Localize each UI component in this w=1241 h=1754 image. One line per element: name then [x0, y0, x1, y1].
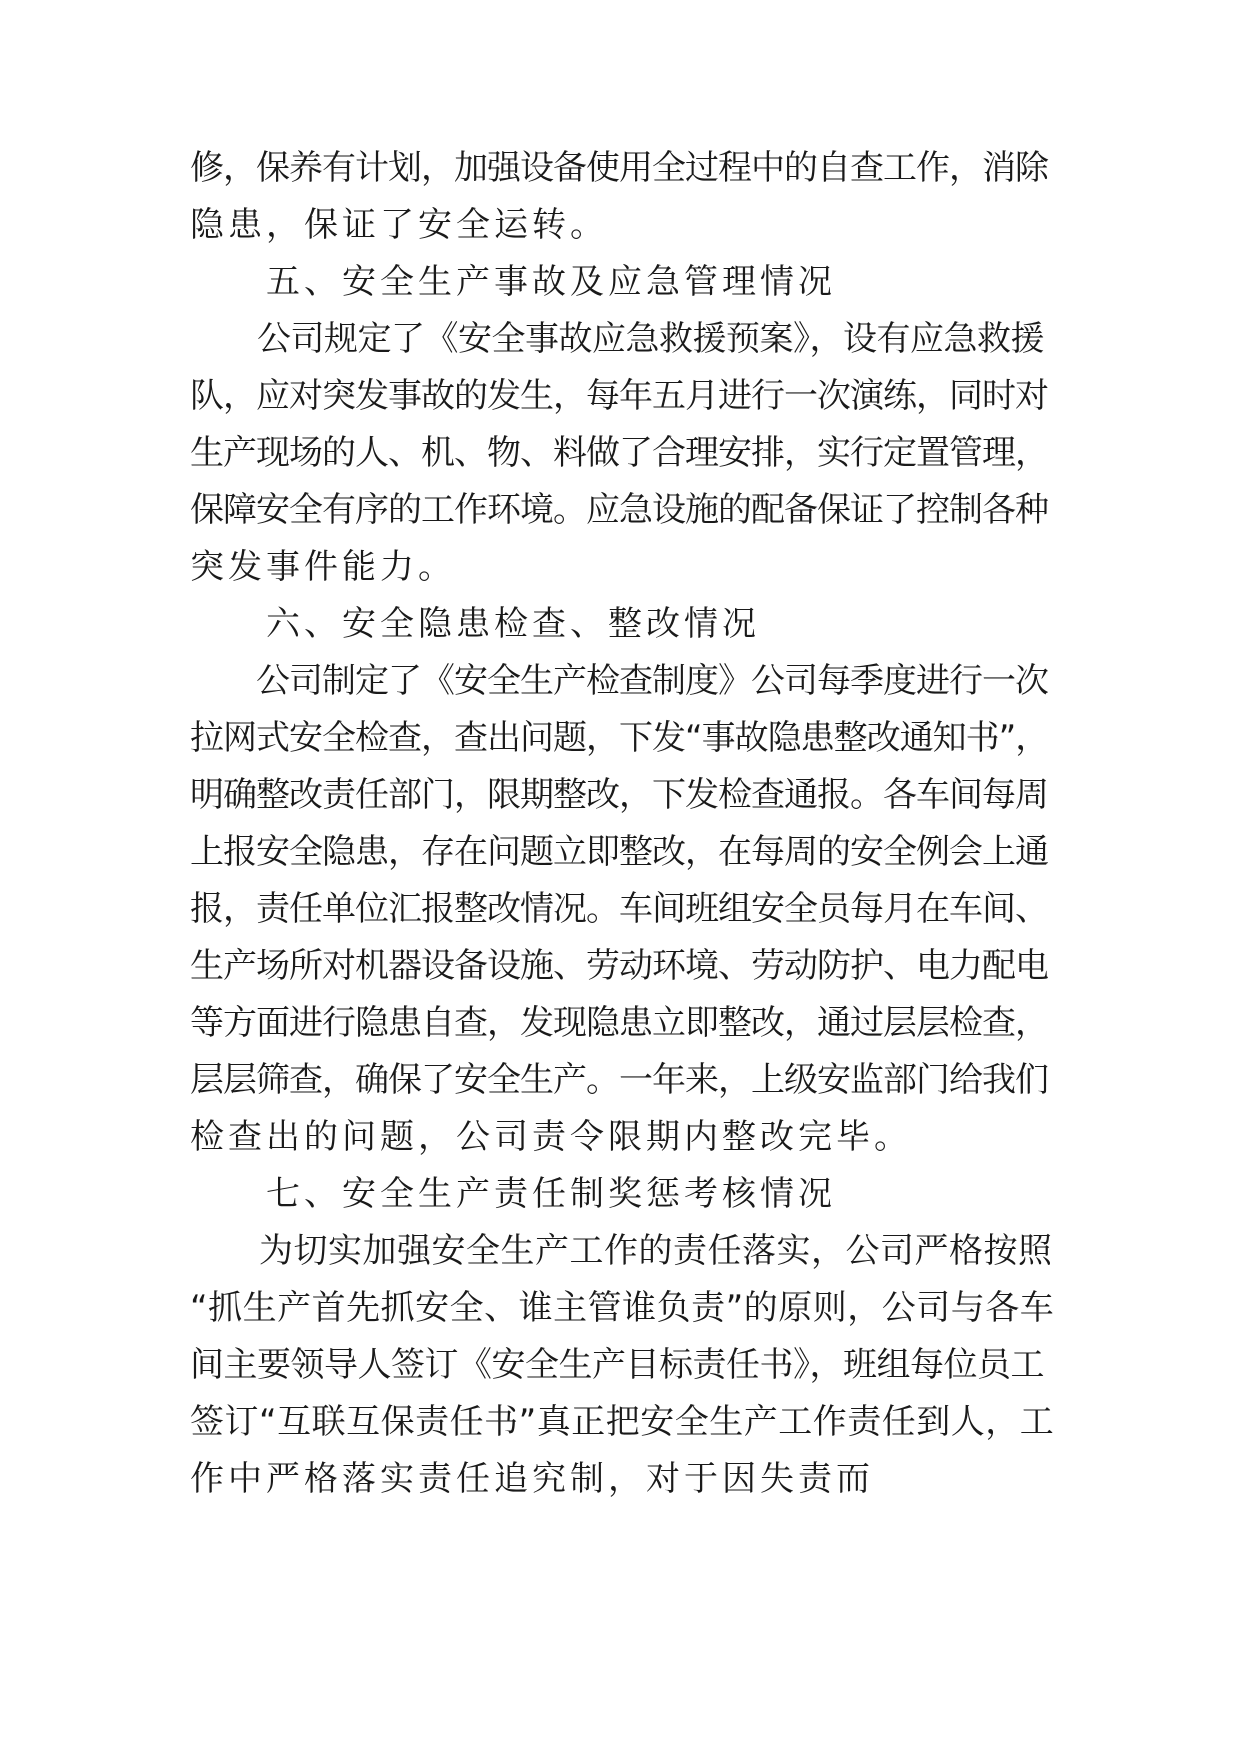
body-line-23: 签订“互联互保责任书”真正把安全生产工作责任到人，工: [190, 1402, 1055, 1442]
body-line-21: “抓生产首先抓安全、谁主管谁负责”的原则，公司与各车: [190, 1288, 1055, 1328]
body-line-13: 上报安全隐患，存在问题立即整改，在每周的安全例会上通: [190, 832, 1048, 872]
section-heading-6: 六、安全隐患检查、整改情况: [190, 604, 760, 644]
body-line-15: 生产场所对机器设备设施、劳动环境、劳动防护、电力配电: [190, 946, 1048, 986]
body-line-5: 队，应对突发事故的发生，每年五月进行一次演练，同时对: [190, 376, 1048, 416]
body-line-11: 拉网式安全检查，查出问题，下发“事故隐患整改通知书”，: [190, 718, 1049, 758]
body-line-16: 等方面进行隐患自查，发现隐患立即整改，通过层层检查，: [190, 1003, 1048, 1043]
body-line-8: 突发事件能力。: [190, 547, 456, 587]
body-line-2: 隐患，保证了安全运转。: [190, 205, 608, 245]
body-line-24: 作中严格落实责任追究制，对于因失责而: [190, 1459, 874, 1499]
body-line-10: 公司制定了《安全生产检查制度》公司每季度进行一次: [190, 661, 1048, 701]
body-line-1: 修，保养有计划，加强设备使用全过程中的自查工作，消除: [190, 148, 1048, 188]
body-line-17: 层层筛查，确保了安全生产。一年来，上级安监部门给我们: [190, 1060, 1048, 1100]
body-line-20: 为切实加强安全生产工作的责任落实，公司严格按照: [190, 1231, 1053, 1271]
section-heading-5: 五、安全生产事故及应急管理情况: [190, 262, 836, 302]
body-line-4: 公司规定了《安全事故应急救援预案》，设有应急救援: [190, 319, 1044, 359]
body-line-14: 报，责任单位汇报整改情况。车间班组安全员每月在车间、: [190, 889, 1048, 929]
body-line-7: 保障安全有序的工作环境。应急设施的配备保证了控制各种: [190, 490, 1048, 530]
body-line-18: 检查出的问题，公司责令限期内整改完毕。: [190, 1117, 912, 1157]
section-heading-7: 七、安全生产责任制奖惩考核情况: [190, 1174, 836, 1214]
body-line-12: 明确整改责任部门，限期整改，下发检查通报。各车间每周: [190, 775, 1048, 815]
body-line-22: 间主要领导人签订《安全生产目标责任书》，班组每位员工: [190, 1345, 1044, 1385]
body-line-6: 生产现场的人、机、物、料做了合理安排，实行定置管理，: [190, 433, 1048, 473]
